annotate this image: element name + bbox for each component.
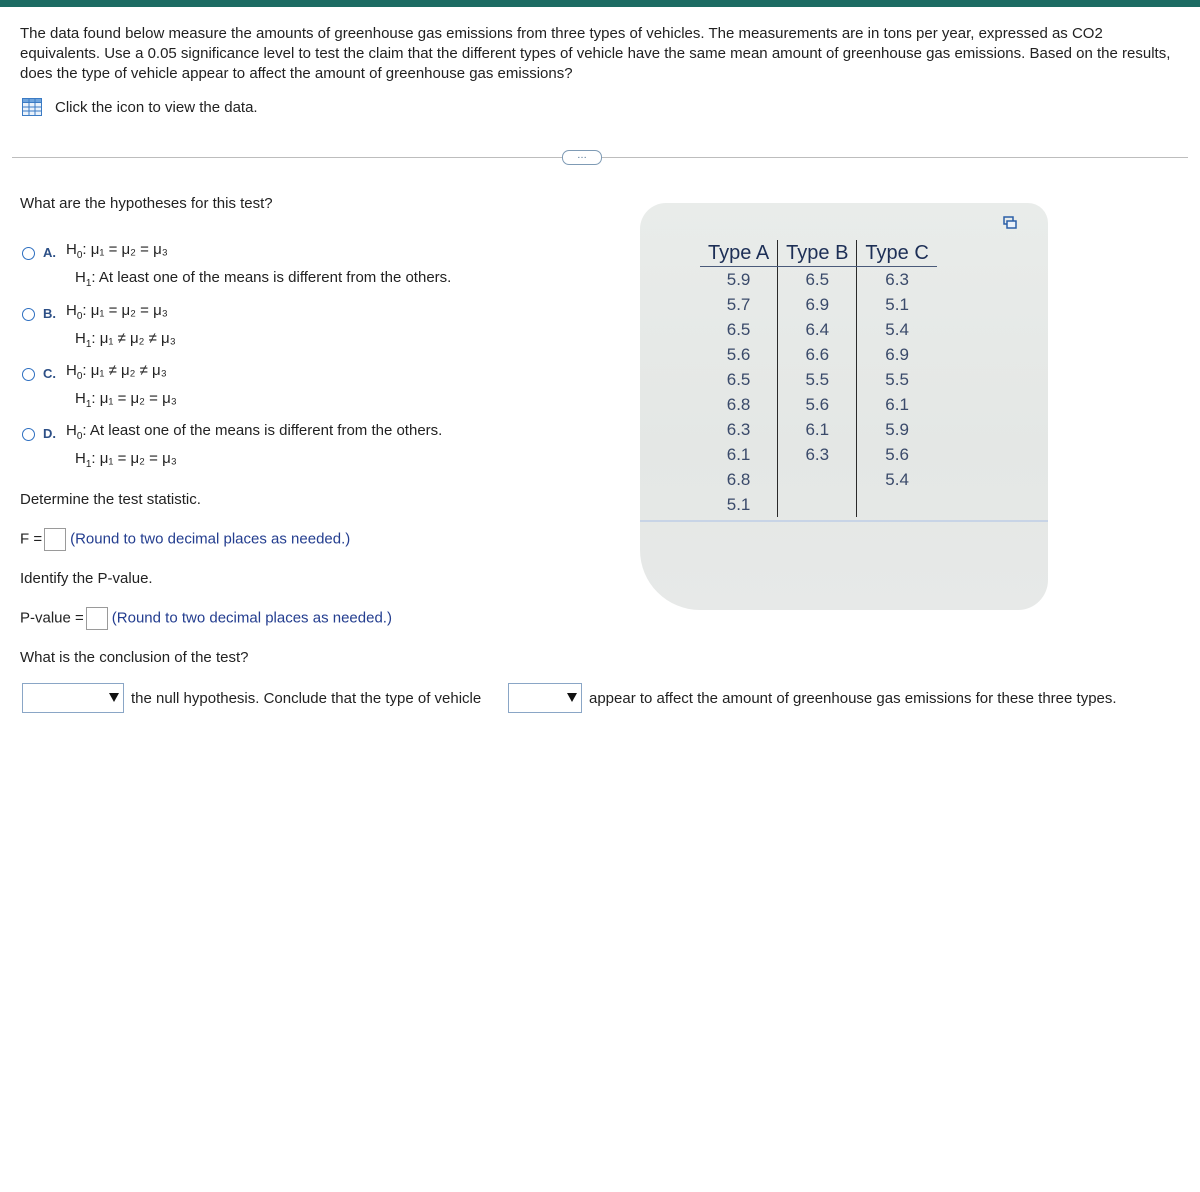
table-cell: 5.1: [857, 292, 937, 317]
table-cell: 6.1: [857, 392, 937, 417]
chevron-down-icon: [109, 693, 119, 702]
header-type-a: Type A: [700, 240, 778, 267]
table-cell: 6.3: [726, 420, 751, 439]
option-c[interactable]: [22, 360, 177, 416]
p-value-label: P-value =: [20, 609, 84, 627]
data-table: [700, 240, 937, 517]
table-cell: 5.5: [778, 367, 857, 392]
option-b-radio[interactable]: [22, 308, 35, 321]
table-cell: 6.1: [778, 417, 857, 442]
view-data-link[interactable]: [22, 98, 258, 116]
table-row: [700, 367, 937, 392]
table-cell: 5.6: [778, 392, 857, 417]
option-c-h1: $H_1$: μ₁ = μ₂ = μ₃: [75, 390, 177, 410]
conclusion-middle-text: the null hypothesis. Conclude that the type of vehicle: [131, 690, 482, 707]
more-options-button[interactable]: …: [562, 150, 602, 165]
table-row: [700, 417, 937, 442]
table-cell: 6.8: [726, 470, 751, 489]
option-c-radio[interactable]: [22, 368, 35, 381]
option-a-letter: A.: [43, 245, 56, 260]
reject-decision-dropdown[interactable]: [22, 683, 124, 713]
table-row: [700, 267, 937, 293]
option-b-h1: $H_1$: μ₁ ≠ μ₂ ≠ μ₃: [75, 330, 176, 350]
table-cell: 5.9: [726, 270, 751, 289]
view-data-link-label[interactable]: Click the icon to view the data.: [55, 98, 258, 116]
option-a-h0: $H_0$: μ₁ = μ₂ = μ₃: [66, 241, 168, 261]
hypotheses-question: What are the hypotheses for this test?: [20, 195, 273, 212]
table-cell: 5.5: [857, 367, 937, 392]
table-row: [700, 442, 937, 467]
f-value-input[interactable]: [44, 528, 66, 551]
option-a-radio[interactable]: [22, 247, 35, 260]
table-cell: [857, 492, 937, 517]
table-row: [700, 342, 937, 367]
option-d[interactable]: [22, 420, 442, 476]
p-value-input[interactable]: [86, 607, 108, 630]
table-cell: 5.6: [726, 345, 751, 364]
option-d-radio[interactable]: [22, 428, 35, 441]
header-type-c: Type C: [857, 240, 937, 267]
table-row: [700, 392, 937, 417]
table-row: [700, 492, 937, 517]
f-rounding-hint: (Round to two decimal places as needed.): [70, 530, 351, 548]
option-b[interactable]: [22, 300, 176, 356]
table-cell: 5.1: [726, 495, 751, 514]
option-d-h0: $H_0$: At least one of the means is different from the others.: [66, 422, 443, 442]
conclusion-end-text: appear to affect the amount of greenhouse gas emissions for these three types.: [589, 690, 1117, 707]
table-cell: [778, 467, 857, 492]
table-row: [700, 467, 937, 492]
option-b-h0: $H_0$: μ₁ = μ₂ = μ₃: [66, 302, 168, 322]
conclusion-question: What is the conclusion of the test?: [20, 649, 249, 666]
table-cell: 6.4: [778, 317, 857, 342]
table-cell: 6.5: [726, 320, 751, 339]
option-d-letter: D.: [43, 426, 56, 441]
copy-icon[interactable]: [1003, 216, 1017, 230]
p-value-question: Identify the P-value.: [20, 570, 153, 587]
table-cell: 6.1: [726, 445, 751, 464]
p-value-rounding-hint: (Round to two decimal places as needed.): [111, 609, 392, 627]
f-label: F =: [20, 530, 43, 548]
table-cell: 6.8: [726, 395, 751, 414]
test-statistic-question: Determine the test statistic.: [20, 491, 201, 508]
table-row: [700, 292, 937, 317]
option-c-h0: $H_0$: μ₁ ≠ μ₂ ≠ μ₃: [66, 362, 167, 382]
table-baseline: [640, 520, 1048, 522]
option-a[interactable]: [22, 239, 451, 295]
table-cell: [778, 492, 857, 517]
option-d-h1: $H_1$: μ₁ = μ₂ = μ₃: [75, 450, 177, 470]
top-accent-bar: [0, 0, 1200, 7]
table-cell: 6.9: [857, 342, 937, 367]
table-row: [700, 317, 937, 342]
problem-statement: The data found below measure the amounts of greenhouse gas emissions from three types of vehicles. The measurements are in tons per year, expressed as CO2 equivalents. Use a 0.05 significance level to test the claim that the different types of vehicle have the same mean amount of greenhouse gas emissions. Based on the results, does the type of vehicle appear to affect the amount of greenhouse gas emissions?: [20, 25, 1171, 82]
table-cell: 6.6: [778, 342, 857, 367]
table-cell: 6.5: [778, 267, 857, 293]
header-type-b: Type B: [778, 240, 857, 267]
p-value-row: [20, 607, 392, 630]
table-cell: 6.3: [857, 267, 937, 293]
table-cell: 5.7: [726, 295, 751, 314]
table-cell: 6.3: [778, 442, 857, 467]
option-b-letter: B.: [43, 306, 56, 321]
chevron-down-icon: [567, 693, 577, 702]
option-c-letter: C.: [43, 366, 56, 381]
option-a-h1: $H_1$: At least one of the means is different from the others.: [75, 269, 452, 289]
table-cell: 5.9: [857, 417, 937, 442]
table-grid-icon[interactable]: [22, 98, 42, 116]
appear-dropdown[interactable]: [508, 683, 582, 713]
table-cell: 5.4: [857, 317, 937, 342]
table-cell: 6.5: [726, 370, 751, 389]
table-cell: 5.6: [857, 442, 937, 467]
table-cell: 5.4: [857, 467, 937, 492]
table-cell: 6.9: [778, 292, 857, 317]
test-statistic-row: [20, 528, 350, 551]
